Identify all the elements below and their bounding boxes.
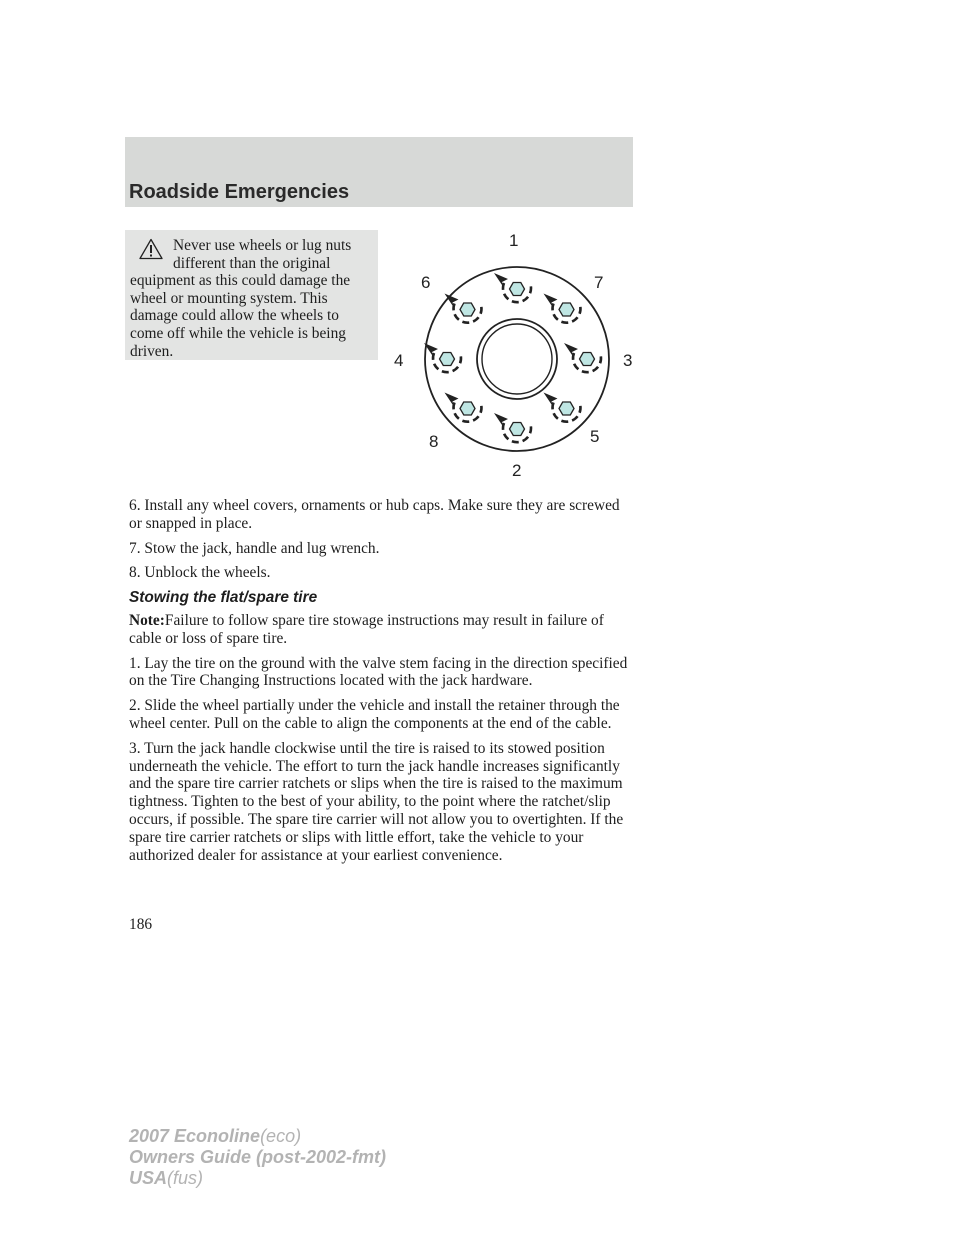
footer-line-3 <box>129 1168 386 1189</box>
warning-box <box>125 230 378 360</box>
instructions <box>129 497 634 871</box>
step-8: 8. Unblock the wheels. <box>129 564 271 582</box>
lug-nut-icon <box>424 343 461 372</box>
wheel-hub-inner <box>482 324 552 394</box>
lug-nut-icon <box>544 294 581 323</box>
note-label: Note: <box>129 611 165 629</box>
tightening-arrow-icon <box>494 413 508 428</box>
label-8: 8 <box>429 432 439 451</box>
step-7: 7. Stow the jack, handle and lug wrench. <box>129 539 380 557</box>
stow-step-1: 1. Lay the tire on the ground with the valve stem facing in the direction specified on the Tire Changing Instructions located with the jack hardware. <box>129 654 628 690</box>
note-text: Failure to follow spare tire stowage instructions may result in failure of cable or loss of spare tire. <box>129 611 604 647</box>
subheading-stowing: Stowing the flat/spare tire <box>129 589 318 607</box>
footer-model-code: (eco) <box>260 1126 302 1146</box>
wheel-hub-icon <box>477 319 557 399</box>
label-3: 3 <box>623 351 633 370</box>
footer-model: 2007 Econoline <box>129 1126 261 1146</box>
lug-nut-icon <box>564 343 601 372</box>
stow-step-2: 2. Slide the wheel partially under the vehicle and install the retainer through the wheel center. Pull on the cable to align the components at the end of the cable. <box>129 697 620 732</box>
label-1: 1 <box>509 231 519 250</box>
section-title: Roadside Emergencies <box>129 181 350 203</box>
document-footer <box>129 1126 386 1189</box>
label-5: 5 <box>590 427 600 446</box>
lug-nut-icon <box>445 393 482 422</box>
stow-step-3: 3. Turn the jack handle clockwise until the tire is raised to its stowed position underneath the vehicle. The effort to turn the jack handle increases significantly and the spare tire carrier ratchets or slips when the tire is raised to the maximum tightness. Tighten to the best of your ability, to the point where the ratchet/slip occurs, if possible. The spare tire carrier will not allow you to overtighten. If the spare tire carrier ratchets or slips with little effort, take the vehicle to your authorized dealer for assistance at your earliest convenience. <box>129 739 624 864</box>
lug-nuts <box>424 273 604 442</box>
step-6: 6. Install any wheel covers, ornaments or hub caps. Make sure they are screwed or snapped in place. <box>129 497 620 532</box>
tightening-arrow-icon <box>544 393 558 408</box>
lug-nut-icon <box>494 273 531 302</box>
label-6: 6 <box>421 273 431 292</box>
label-7: 7 <box>594 273 604 292</box>
warning-text: Never use wheels or lug nuts different than the original equipment as this could damage the wheel or mounting system. This damage could allow the wheels to come off while the vehicle is being driven. <box>130 237 352 360</box>
tightening-arrow-icon <box>445 393 459 408</box>
page-number: 186 <box>129 916 153 933</box>
lug-nut-icon <box>494 413 531 442</box>
tightening-arrow-icon <box>494 273 508 288</box>
tightening-arrow-icon <box>544 294 558 309</box>
lug-nut-tightening-diagram <box>390 225 640 490</box>
footer-line-1 <box>129 1126 386 1147</box>
footer-line-2: Owners Guide (post-2002-fmt) <box>129 1147 387 1167</box>
section-header <box>125 137 633 207</box>
label-2: 2 <box>512 461 522 480</box>
note <box>129 612 634 648</box>
footer-market: USA <box>129 1168 168 1188</box>
label-4: 4 <box>394 351 404 370</box>
lug-nut-icon <box>544 393 581 422</box>
tightening-arrow-icon <box>564 343 578 358</box>
footer-market-code: (fus) <box>167 1168 204 1188</box>
lug-nut-icon <box>445 294 482 323</box>
